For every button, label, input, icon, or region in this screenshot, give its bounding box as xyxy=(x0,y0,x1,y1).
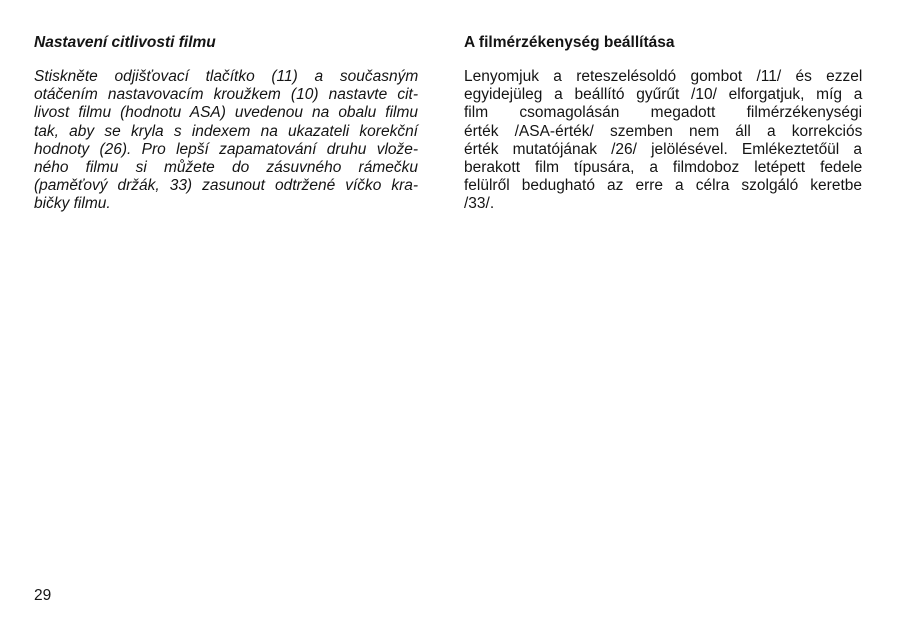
czech-heading: Nastavení citlivosti filmu xyxy=(34,34,216,51)
hungarian-line: film csomagolásán megadott filmérzékenységi xyxy=(464,104,863,122)
page-number: 29 xyxy=(34,587,52,604)
czech-line: tak, aby se kryla s indexem na ukazateli korekční xyxy=(34,122,418,140)
hungarian-paragraph xyxy=(464,68,862,214)
hungarian-line: Lenyomjuk a reteszelésoldó gombot /11/ és ezzel xyxy=(464,68,863,85)
czech-line: otáčením nastavovacím kroužkem (10) nastavte cit- xyxy=(34,86,418,104)
czech-line: bičky filmu. xyxy=(34,195,111,213)
hungarian-column xyxy=(464,32,863,213)
czech-line: Stiskněte odjišťovací tlačítko (11) a současným xyxy=(34,68,419,85)
hungarian-line: berakott film típusára, a filmdoboz letépett fedele xyxy=(464,158,863,176)
hungarian-line: érték mutatójának /26/ jelölésével. Emlékeztetőül a xyxy=(464,140,862,158)
czech-line: livost filmu (hodnotu ASA) uvedenou na obalu filmu xyxy=(34,104,418,122)
hungarian-line: érték /ASA-érték/ szemben nem áll a korrekciós xyxy=(464,122,863,140)
czech-column xyxy=(34,32,419,213)
czech-paragraph xyxy=(34,68,418,214)
hungarian-line: /33/. xyxy=(464,195,495,213)
hungarian-heading: A filmérzékenység beállítása xyxy=(464,34,675,51)
czech-line: (paměťový držák, 33) zasunout odtržené víčko kra- xyxy=(34,177,419,195)
czech-line: ného filmu si můžete do zásuvného rámečku xyxy=(34,158,418,176)
czech-line: hodnoty (26). Pro lepší zapamatování druhu vlože- xyxy=(34,140,419,158)
hungarian-line: egyidejüleg a beállító gyűrűt /10/ elforgatjuk, míg a xyxy=(464,86,863,104)
hungarian-line: felülről bedugható az erre a célra szolgáló keretbe xyxy=(464,177,862,195)
